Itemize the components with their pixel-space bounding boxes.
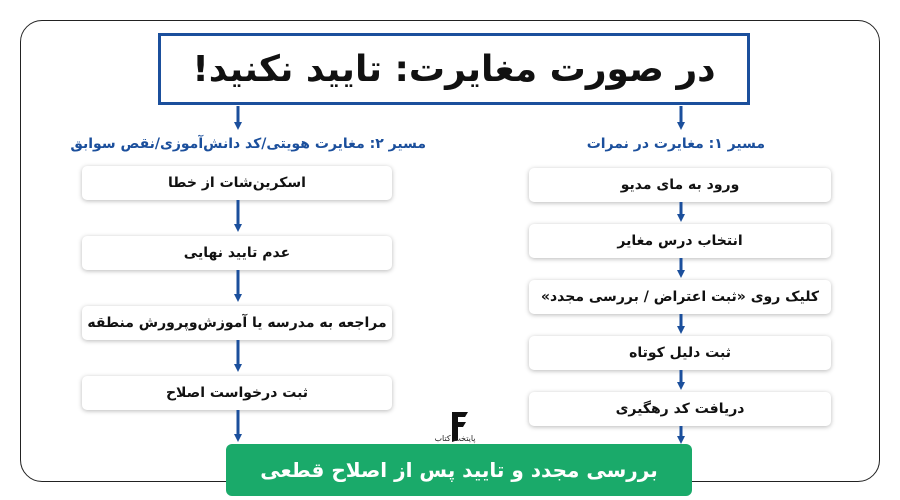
right-step-2: انتخاب درس مغایر [529, 224, 831, 258]
final-result-text: بررسی مجدد و تایید پس از اصلاح قطعی [260, 458, 658, 482]
brand-logo-text: پایتخت کتاب [434, 434, 476, 443]
left-step-1: اسکرین‌شات از خطا [82, 166, 392, 200]
page-title: در صورت مغایرت: تایید نکنید! [192, 48, 716, 90]
right-step-4: ثبت دلیل کوتاه [529, 336, 831, 370]
right-step-5: دریافت کد رهگیری [529, 392, 831, 426]
final-result-box [226, 444, 692, 496]
left-step-2: عدم تایید نهایی [82, 236, 392, 270]
left-path-heading: مسیر ۲: مغایرت هویتی/کد دانش‌آموزی/نقص سوابق [70, 136, 426, 152]
right-step-1: ورود به مای مدیو [529, 168, 831, 202]
right-step-3: کلیک روی «ثبت اعتراض / بررسی مجدد» [529, 280, 831, 314]
left-step-3: مراجعه به مدرسه یا آموزش‌وپرورش منطقه [82, 306, 392, 340]
title-box [158, 33, 750, 105]
right-path-heading: مسیر ۱: مغایرت در نمرات [586, 136, 765, 152]
left-step-4: ثبت درخواست اصلاح [82, 376, 392, 410]
